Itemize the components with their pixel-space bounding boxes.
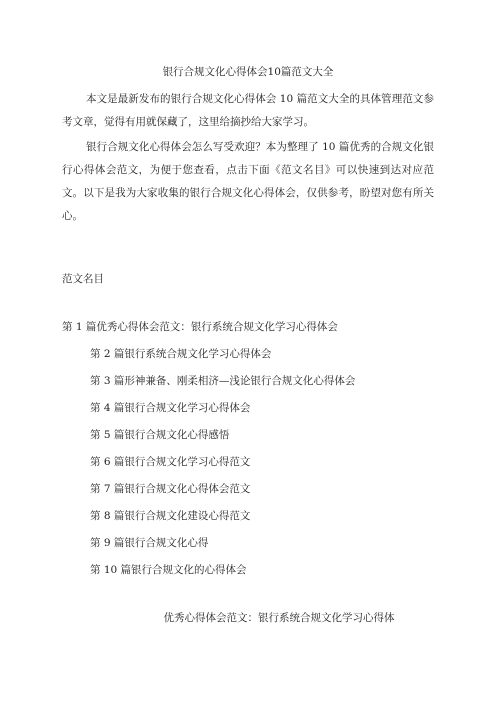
document-title: 银行合规文化心得体会10篇范文大全: [162, 66, 334, 78]
toc-item-6[interactable]: 第 6 篇银行合规文化学习心得范文: [90, 456, 251, 468]
toc-item-1[interactable]: 第 1 篇优秀心得体会范文：银行系统合规文化学习心得体会: [62, 321, 338, 333]
toc-item-7[interactable]: 第 7 篇银行合规文化心得体会范文: [90, 483, 251, 495]
toc-heading: 范文名目: [62, 273, 104, 285]
second-paragraph: 银行合规文化心得体会怎么写受欢迎？本为整理了 10 篇优秀的合规文化银行心得体会范文，为便于您查看，点击下面《范文名目》可以快速到达对应范文。以下是我为大家收集的银行合规文化心得体会，仅供参考，盼望对您有所关心。: [62, 141, 434, 222]
toc-item-5[interactable]: 第 5 篇银行合规文化心得感悟: [90, 429, 230, 441]
toc-item-3[interactable]: 第 3 篇形神兼备、刚柔相济—浅论银行合规文化心得体会: [90, 375, 356, 387]
intro-paragraph: 本文是最新发布的银行合规文化心得体会 10 篇范文大全的具体管理范文参考文章，觉得有用就保藏了，这里给摘抄给大家学习。: [62, 93, 434, 128]
toc-item-10[interactable]: 第 10 篇银行合规文化的心得体会: [90, 564, 247, 576]
toc-list: [90, 346, 355, 589]
toc-item-9[interactable]: 第 9 篇银行合规文化心得: [90, 537, 209, 549]
toc-item-2[interactable]: 第 2 篇银行系统合规文化学习心得体会: [90, 348, 272, 360]
section-title: 优秀心得体会范文：银行系统合规文化学习心得体: [163, 612, 395, 624]
toc-item-4[interactable]: 第 4 篇银行合规文化学习心得体会: [90, 402, 251, 414]
toc-item-8[interactable]: 第 8 篇银行合规文化建设心得范文: [90, 510, 251, 522]
